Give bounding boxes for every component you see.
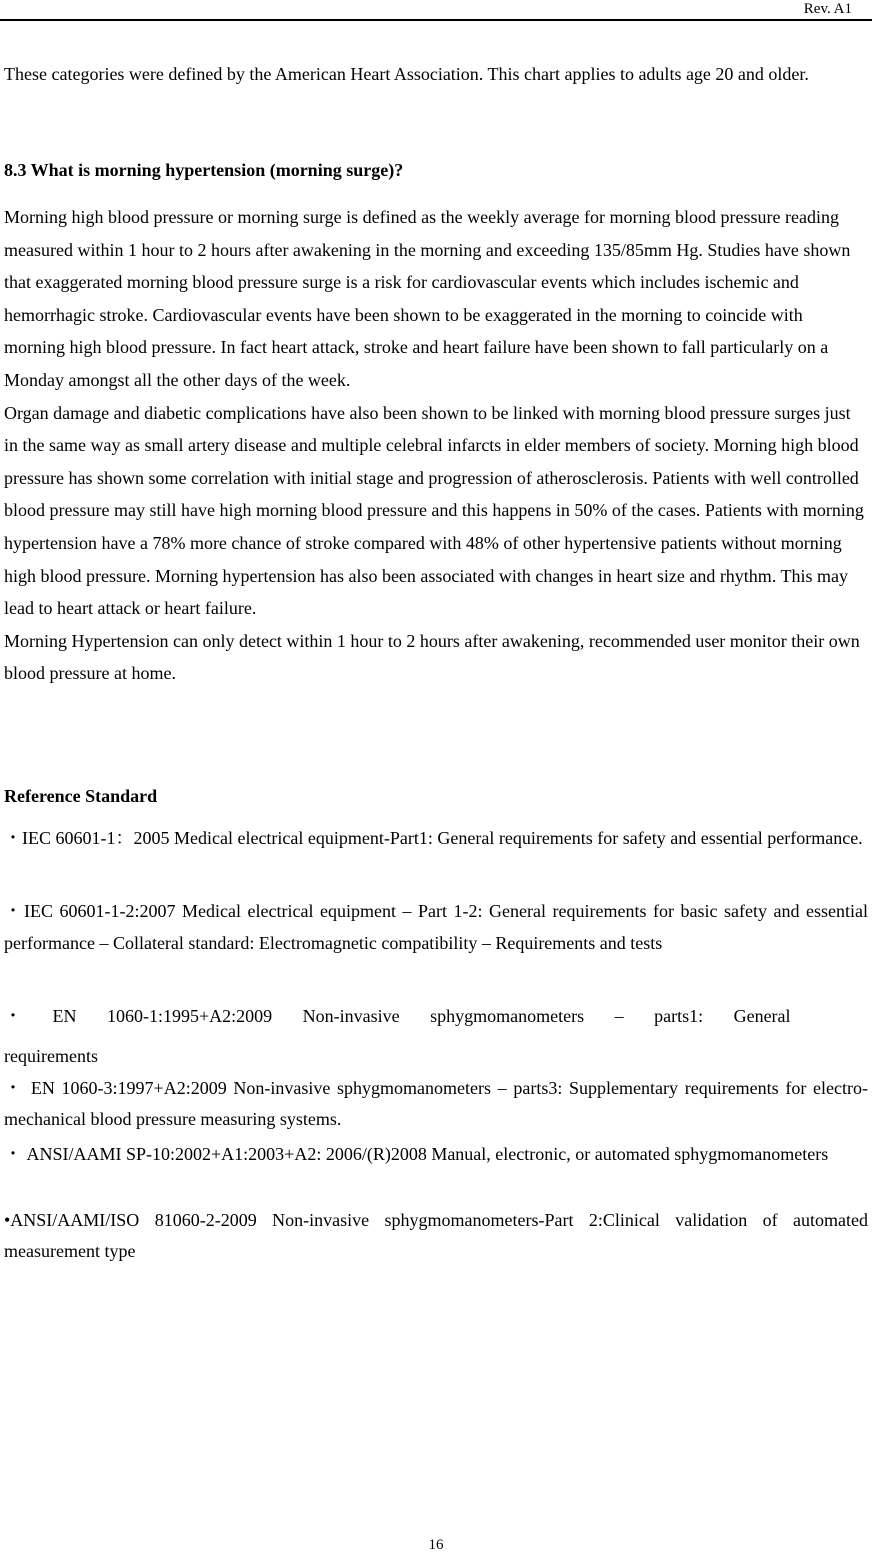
paragraph-morning-surge: Morning high blood pressure or morning surge is defined as the weekly average for morning blood pressure reading measured within 1 hour to 2 hours after awakening in the morning and exceeding 135/85mm Hg. Studies have shown that exaggerated morning blood pressure surge is a risk for cardiovascular events which includes ischemic and hemorrhagic stroke. Cardiovascular events have been shown to be exaggerated in the morning to coincide with morning high blood pressure. In fact heart attack, stroke and heart failure have been shown to fall particularly on a Monday amongst all the other days of the week. (4, 207, 851, 390)
paragraph-organ-damage: Organ damage and diabetic complications have also been shown to be linked with morning blood pressure surges just in the same way as small artery disease and multiple celebral infarcts in elder members of society. Morning high blood pressure has shown some correlation with initial stage and progression of atherosclerosis. Patients with well controlled blood pressure may still have high morning blood pressure and this happens in 50% of the cases. Patients with morning hypertension have a 78% more chance of stroke compared with 48% of other hypertensive patients without morning high blood pressure. Morning hypertension has also been associated with changes in heart size and rhythm. This may lead to heart attack or heart failure. (4, 402, 864, 619)
standard-item-en-1060-1-line1: ・ EN 1060-1:1995+A2:2009 Non-invasive sphygmomanometers – parts1: General (4, 1006, 791, 1026)
header-rule (0, 19, 872, 21)
intro-paragraph: These categories were defined by the American Heart Association. This chart applies to adults age 20 and older. (4, 64, 809, 84)
standard-item-iec-60601-1: ・IEC 60601-1：2005 Medical electrical equipment-Part1: General requirements for safety and essential performance. (4, 828, 863, 848)
standard-item-en-1060-1-line2: requirements (4, 1046, 98, 1066)
page-number: 16 (428, 1537, 444, 1553)
revision-label: Rev. A1 (803, 1, 852, 17)
paragraph-detection: Morning Hypertension can only detect within 1 hour to 2 hours after awakening, recommended user monitor their own blood pressure at home. (4, 630, 860, 684)
reference-standard-heading: Reference Standard (4, 786, 158, 806)
standard-item-ansi-aami-iso-81060-2: •ANSI/AAMI/ISO 81060-2-2009 Non-invasive sphygmomanometers-Part 2:Clinical validation of automated measurement type (4, 1210, 868, 1261)
section-heading-8-3: 8.3 What is morning hypertension (morning surge)? (4, 160, 404, 180)
standard-item-en-1060-3: ・ EN 1060-3:1997+A2:2009 Non-invasive sphygmomanometers – parts3: Supplementary requirements for electro-mechanical blood pressure measuring systems. (4, 1078, 868, 1129)
standard-item-ansi-aami-sp10: ・ ANSI/AAMI SP-10:2002+A1:2003+A2: 2006/(R)2008 Manual, electronic, or automated sphygmomanometers (4, 1144, 829, 1164)
standard-item-en-1060-1 (4, 996, 868, 1076)
section-body (4, 201, 866, 690)
standard-item-iec-60601-1-2: ・IEC 60601-1-2:2007 Medical electrical equipment – Part 1-2: General requirements for basic safety and essential performance – Collateral standard: Electromagnetic compatibility – Requirements and tests (4, 901, 868, 953)
